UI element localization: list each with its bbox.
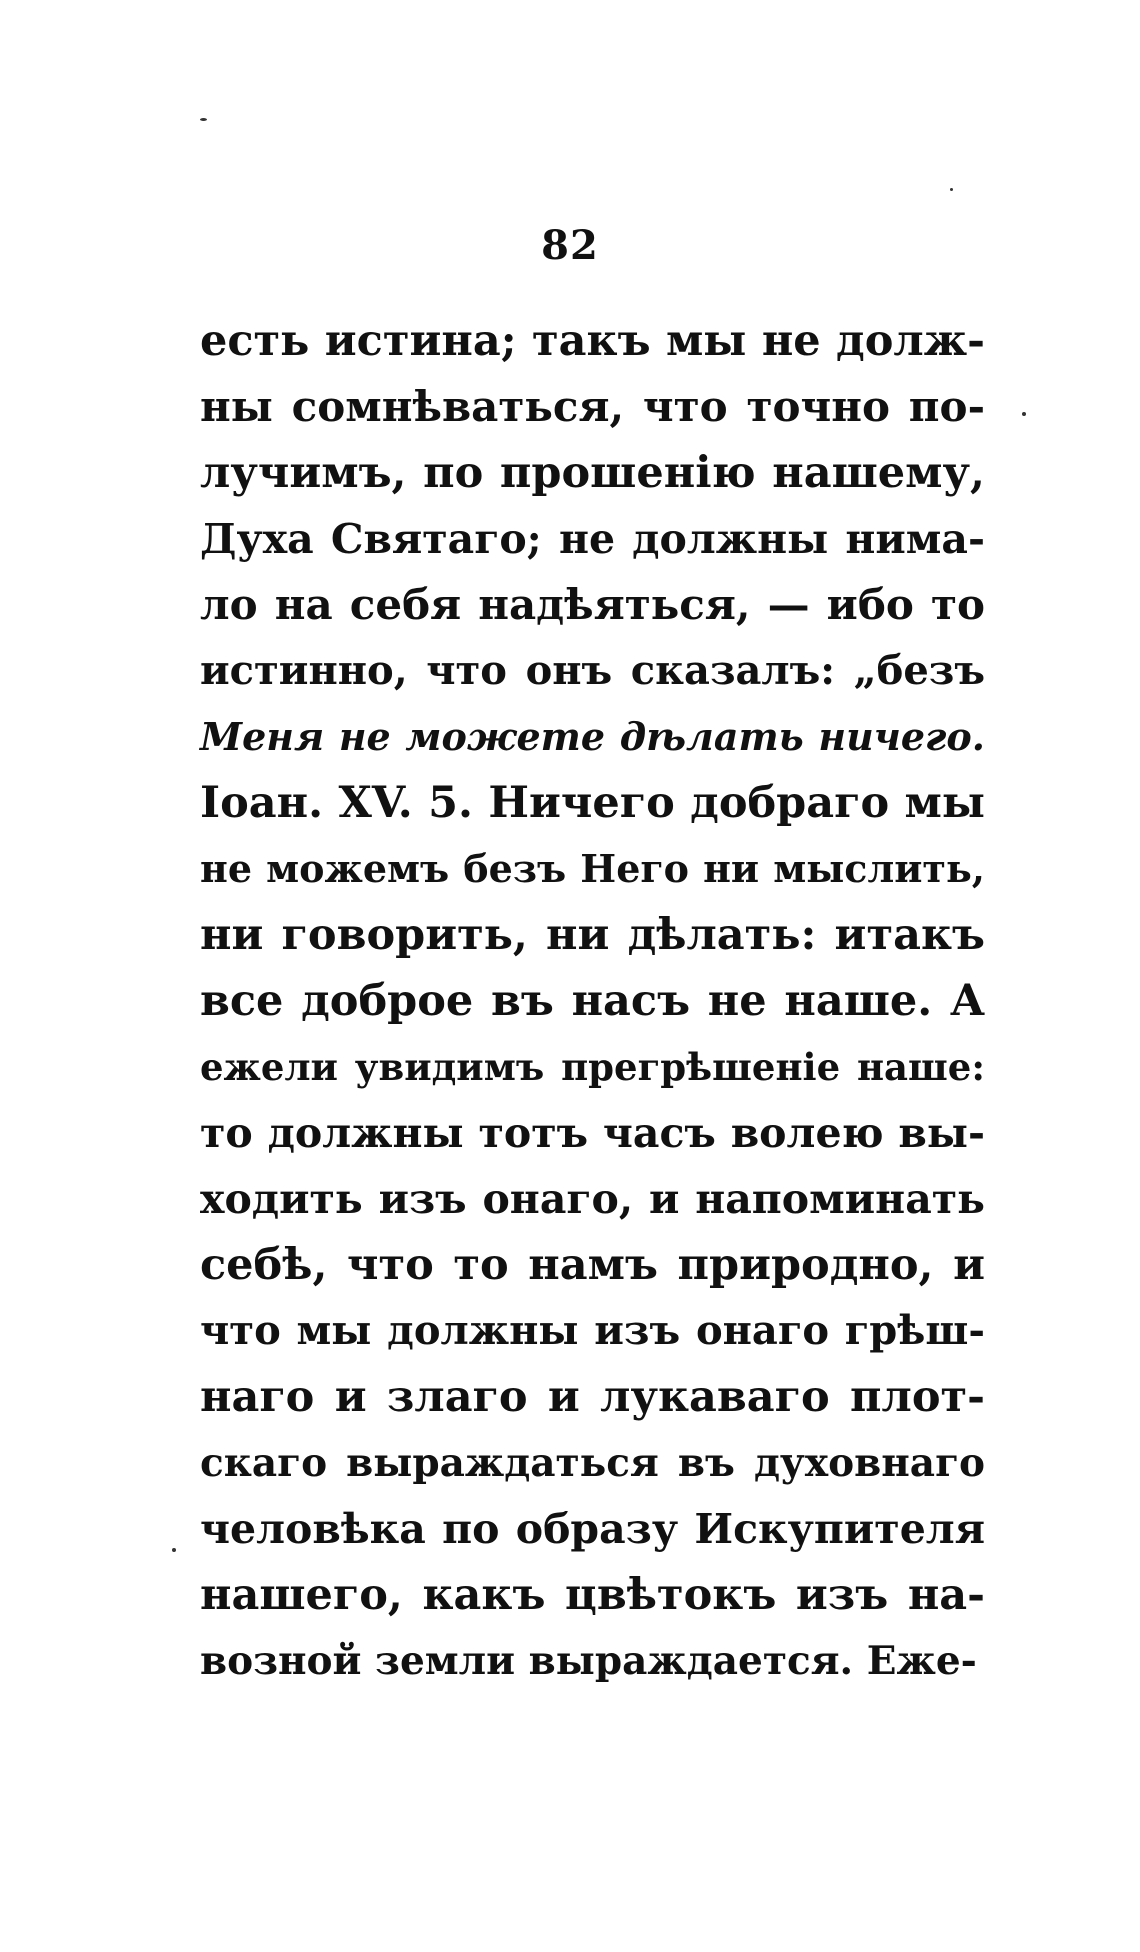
page-number: 82 — [541, 222, 599, 269]
text-line: истинно, что онъ сказалъ: „безъ — [200, 647, 985, 694]
text-line: возной земли выраждается. Еже- — [200, 1638, 977, 1684]
text-line-quote: Меня не можете дѣлать ничего. — [200, 714, 985, 759]
text-line: не можемъ безъ Него ни мыслить, — [200, 846, 985, 891]
scan-speck — [172, 1548, 176, 1552]
text-line: то должны тотъ часъ волею вы- — [200, 1109, 985, 1157]
text-line: ежели увидимъ прегрѣшеніе наше: — [200, 1045, 985, 1089]
text-line: все доброе въ насъ не наше. А — [200, 976, 985, 1026]
text-line: себѣ, что то намъ природно, и — [200, 1240, 985, 1290]
text-line: ходить изъ онаго, и напоминать — [200, 1175, 985, 1223]
text-line: есть истина; такъ мы не долж- — [200, 316, 985, 366]
text-line: нашего, какъ цвѣтокъ изъ на- — [200, 1570, 985, 1620]
text-line: ны сомнѣваться, что точно по- — [200, 382, 985, 431]
scan-speck — [200, 118, 207, 121]
scan-speck — [1022, 412, 1026, 416]
scan-speck — [950, 188, 953, 191]
text-line: Духа Святаго; не должны нима- — [200, 515, 985, 563]
text-line: ло на себя надѣяться, — ибо то — [200, 580, 985, 629]
text-line: скаго выраждаться въ духовнаго — [200, 1440, 985, 1486]
text-line: человѣка по образу Искупителя — [200, 1505, 985, 1553]
text-line: Іоан. XV. 5. Ничего добраго мы — [200, 778, 985, 828]
text-line: лучимъ, по прошенію нашему, — [200, 448, 985, 498]
text-line: наго и злаго и лукаваго плот- — [200, 1372, 985, 1422]
text-line: что мы должны изъ онаго грѣш- — [200, 1307, 985, 1354]
text-line: ни говорить, ни дѣлать: итакъ — [200, 910, 985, 960]
body-text — [200, 308, 985, 1694]
